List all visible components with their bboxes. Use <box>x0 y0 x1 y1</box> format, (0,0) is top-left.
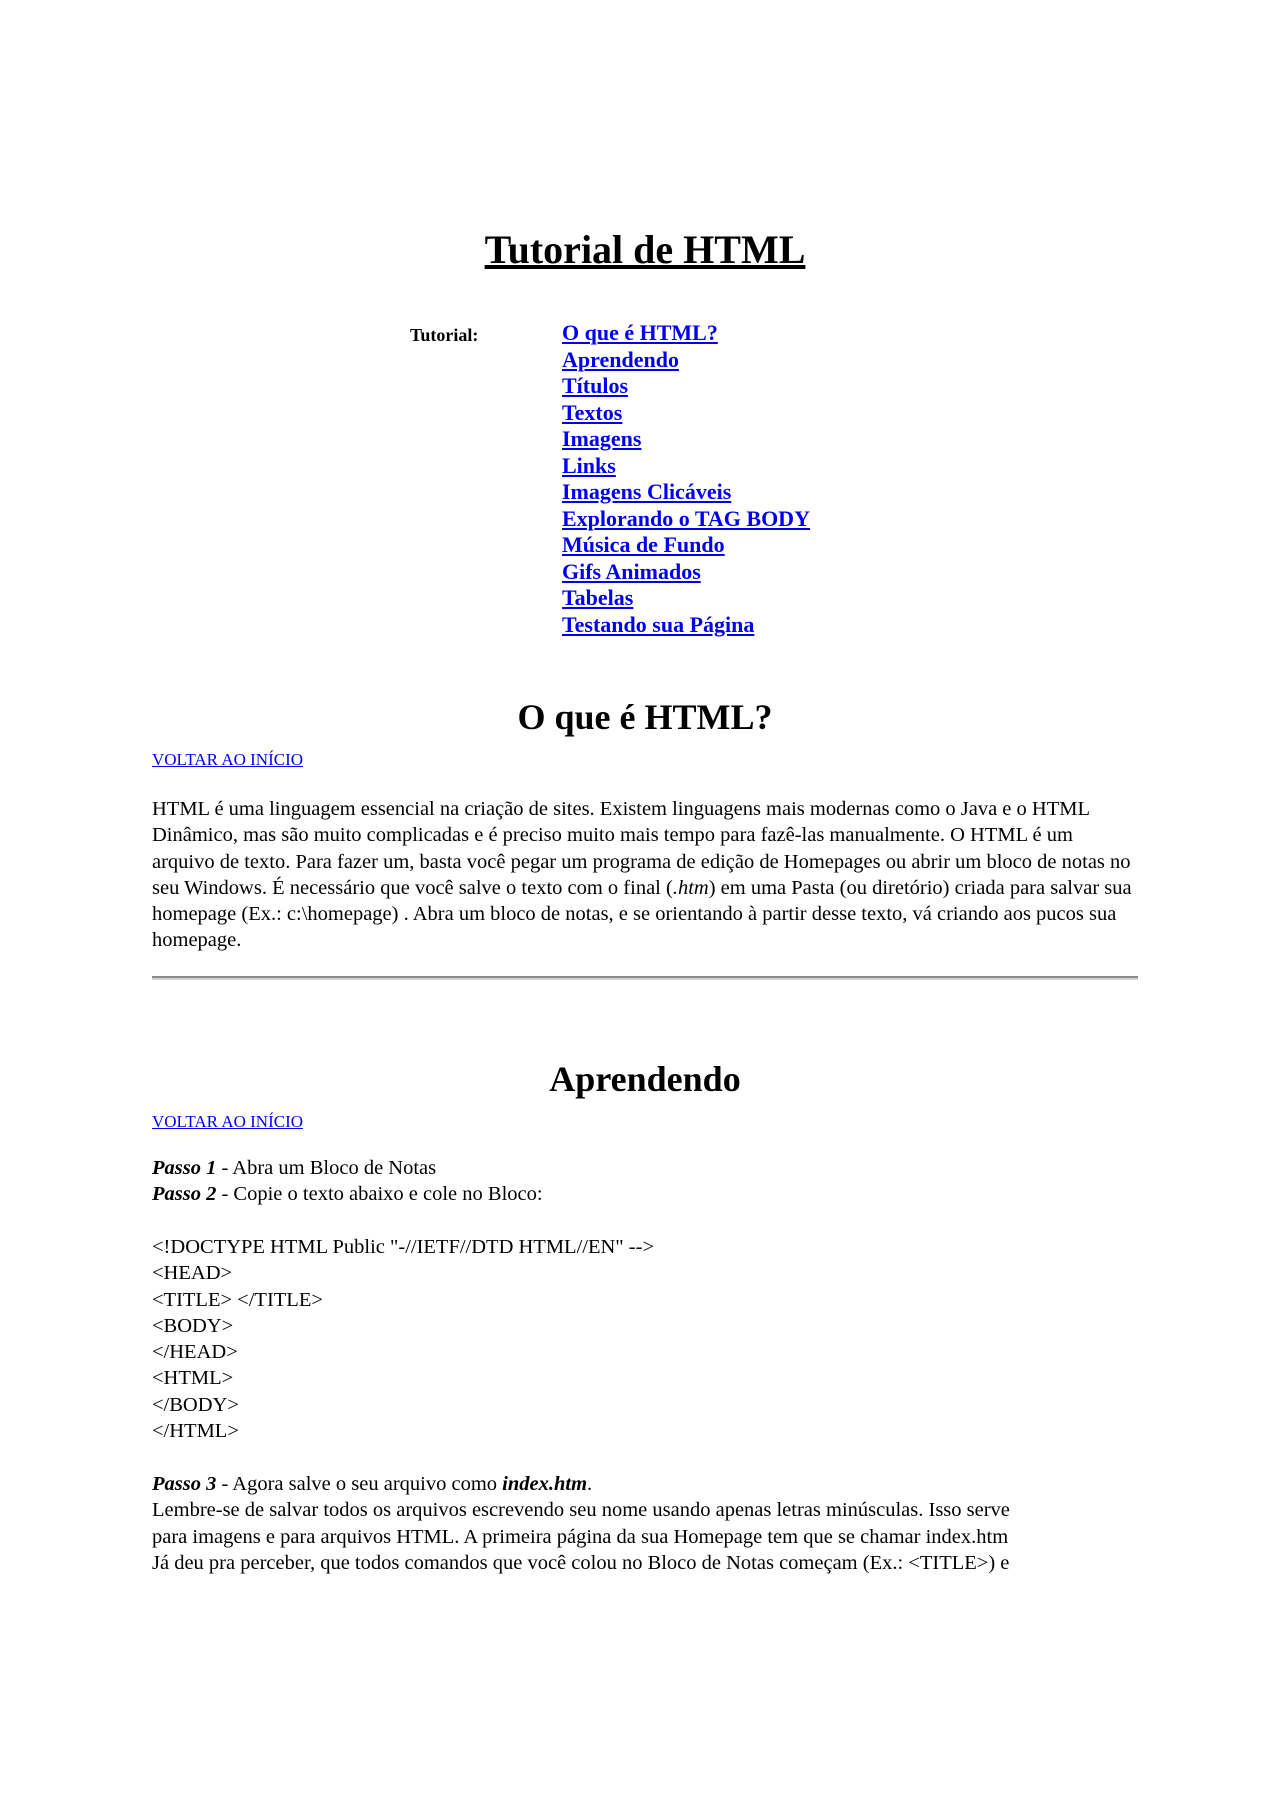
code-line: </BODY> <box>152 1393 239 1416</box>
toc-link-testando-sua-pagina[interactable]: Testando sua Página <box>562 611 755 637</box>
body-line: Já deu pra perceber, que todos comandos que você colou no Bloco de Notas começam (Ex.: <TITLE>) e <box>152 1551 1010 1574</box>
toc-link-aprendendo[interactable]: Aprendendo <box>562 346 679 372</box>
code-line: </HEAD> <box>152 1341 238 1364</box>
toc-list <box>562 320 810 638</box>
code-line: <BODY> <box>152 1314 234 1337</box>
section-paragraph <box>152 796 1138 954</box>
step-text: - Copie o texto abaixo e cole no Bloco: <box>216 1183 543 1206</box>
toc-link-titulos[interactable]: Títulos <box>562 373 629 398</box>
back-to-top-link[interactable]: VOLTAR AO INÍCIO <box>152 750 304 769</box>
toc-link-links[interactable]: Links <box>562 452 616 478</box>
body-line: Lembre-se de salvar todos os arquivos escrevendo seu nome usando apenas letras minúsculas. Isso serve <box>152 1499 1010 1522</box>
toc-item <box>562 585 810 612</box>
toc-item <box>562 479 810 506</box>
step-line <box>152 1181 1138 1207</box>
code-block <box>152 1234 1138 1444</box>
paragraph-text: ) em uma Pasta (ou diretório) criada para salvar sua homepage (Ex.: c:\homepage) . Abra um bloco de notas, e se orientando à partir desse texto, vá criando aos pucos sua homepage. <box>152 876 1132 952</box>
step-line <box>152 1155 1138 1181</box>
code-line: <HTML> <box>152 1367 234 1390</box>
toc-link-textos[interactable]: Textos <box>562 399 623 425</box>
step3-block <box>152 1471 1138 1576</box>
step-text-end: . <box>587 1473 593 1495</box>
paragraph-text: HTML é uma linguagem essencial na criação de sites. Existem linguagens mais modernas como o Java e o HTML Dinâmico, mas são muito complicadas e é preciso muito mais tempo para fazê-las manualmente. O HTML é um arquivo de texto. Para fazer um, basta você pegar um programa de edição de Homepages ou abrir um bloco de notas no seu Windows. É necessário que você salve o texto com o final ( <box>152 798 1131 899</box>
toc-item <box>562 373 810 400</box>
code-line: </HTML> <box>152 1420 239 1443</box>
toc-link-musica-de-fundo[interactable]: Música de Fundo <box>562 532 725 557</box>
toc-link-gifs-animados[interactable]: Gifs Animados <box>562 558 701 584</box>
toc-item <box>562 400 810 427</box>
code-line: <TITLE> </TITLE> <box>152 1288 323 1311</box>
toc-item <box>562 532 810 559</box>
toc-link-imagens[interactable]: Imagens <box>562 426 642 451</box>
step-text: - Agora salve o seu arquivo como <box>216 1473 503 1495</box>
body-line: para imagens e para arquivos HTML. A primeira página da sua Homepage tem que se chamar index.htm <box>152 1525 1009 1548</box>
step-label: Passo 1 <box>152 1157 217 1179</box>
page-title: Tutorial de HTML <box>484 227 806 272</box>
section-heading-aprendendo: Aprendendo <box>549 1059 741 1099</box>
toc-label: Tutorial: <box>410 325 479 345</box>
steps-block <box>152 1155 1138 1208</box>
toc-item <box>562 506 810 533</box>
section-heading-o-que-e-html: O que é HTML? <box>517 697 773 737</box>
code-line: <!DOCTYPE HTML Public "-//IETF//DTD HTML//EN" --> <box>152 1236 655 1258</box>
toc-item <box>562 347 810 374</box>
horizontal-rule <box>152 976 1138 980</box>
file-extension: .htm <box>672 876 709 899</box>
toc-item <box>562 612 810 639</box>
code-line: <HEAD> <box>152 1262 233 1285</box>
file-name: index.htm <box>502 1473 588 1495</box>
step-label: Passo 3 <box>152 1473 217 1495</box>
toc-item <box>562 559 810 586</box>
toc-item <box>562 320 810 347</box>
toc-link-tabelas[interactable]: Tabelas <box>562 585 634 610</box>
toc-link-imagens-clicaveis[interactable]: Imagens Clicáveis <box>562 479 732 504</box>
toc-item <box>562 426 810 453</box>
toc-link-o-que-e-html[interactable]: O que é HTML? <box>562 320 718 345</box>
step-text: - Abra um Bloco de Notas <box>216 1157 437 1179</box>
step-label: Passo 2 <box>152 1183 217 1206</box>
back-to-top-link[interactable]: VOLTAR AO INÍCIO <box>152 1112 304 1131</box>
toc-item <box>562 453 810 480</box>
toc-link-explorando-tag-body[interactable]: Explorando o TAG BODY <box>562 505 810 531</box>
step-line <box>152 1471 1138 1497</box>
